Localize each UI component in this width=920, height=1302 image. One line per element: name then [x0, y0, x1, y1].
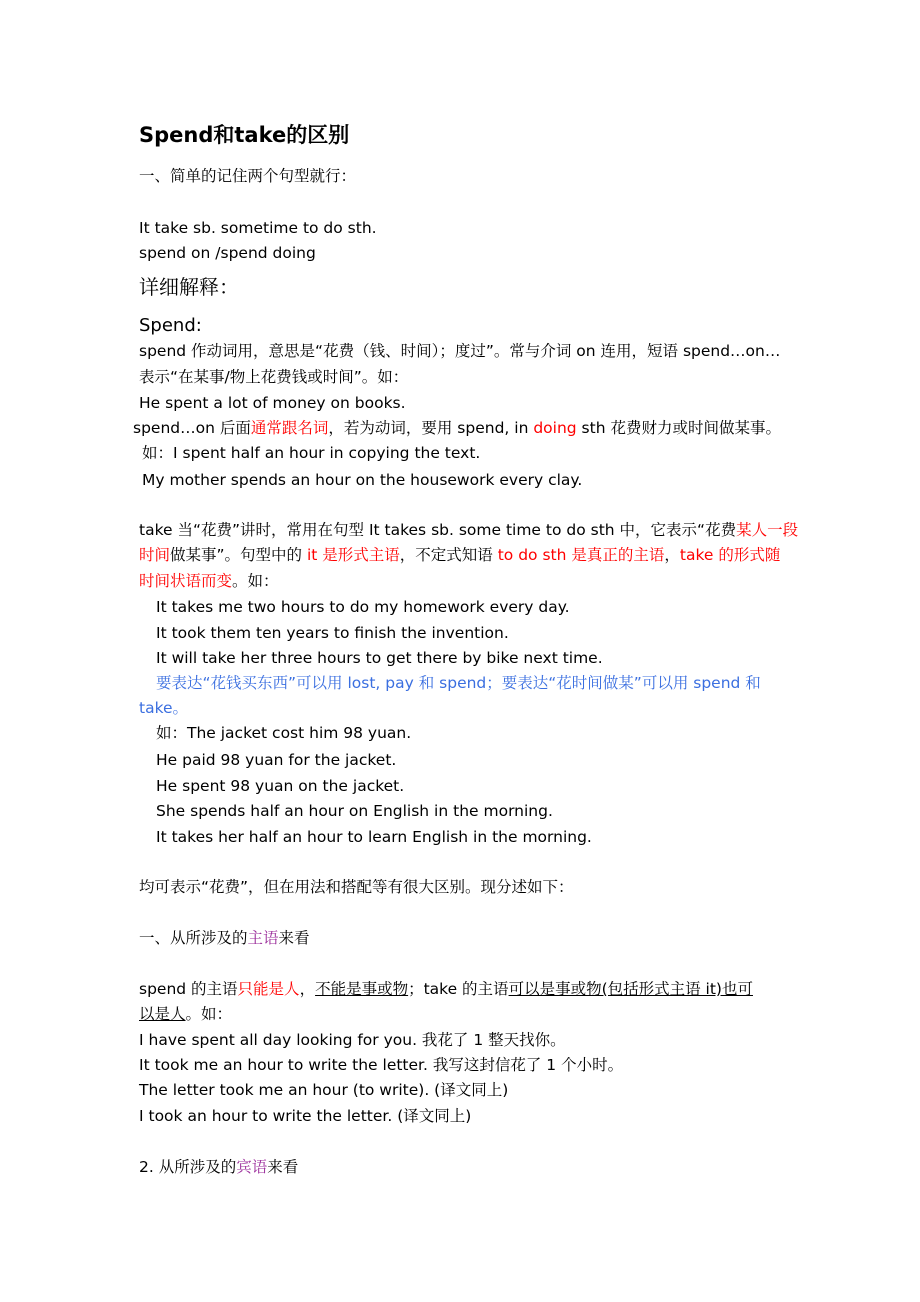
section1-p-not-things: 不能是事或物: [315, 980, 409, 998]
section1-example3: The letter took me an hour (to write). (译文同上): [139, 1081, 509, 1099]
takes-example-english: It takes her half an hour to learn English in the morning.: [156, 828, 592, 846]
spend-definition-line2: 表示“在某事/物上花费钱或时间”。如：: [139, 368, 409, 386]
title-he: 和: [213, 123, 235, 147]
section2-heading: [139, 1157, 298, 1177]
spend-definition-line1: spend 作动词用，意思是“花费（钱、时间）；度过”。常与介词 on 连用，短语 spend…on…: [139, 342, 781, 360]
take-def-l1a: take 当“花费”讲时，常用在句型 It takes sb. some time to do sth 中，它表示“花费: [139, 521, 737, 539]
take-def-l2g: take 的形式随: [679, 546, 781, 564]
note-line2: take。: [139, 699, 189, 717]
note-line1: 要表达“花钱买东西”可以用 lost, pay 和 spend；要表达“花时间做某”可以用 spend 和: [156, 674, 761, 692]
take-def-l3b: 。如：: [232, 572, 279, 590]
take-def-l2a: 时间: [139, 546, 171, 564]
section1-heading-a: 一、从所涉及的: [139, 929, 248, 947]
section2-heading-c: 来看: [267, 1158, 299, 1176]
section1-heading-c: 来看: [278, 929, 310, 947]
section1-p-e: ；take 的主语: [408, 980, 509, 998]
take-def-l2d: ，不定式知语: [399, 546, 498, 564]
take-def-l2e: to do sth 是真正的主语: [497, 546, 665, 564]
take-example-invention: It took them ten years to finish the invention.: [156, 624, 509, 642]
section1-p-only-people: 只能是人: [237, 980, 300, 998]
detail-heading: 详细解释：: [139, 275, 239, 299]
take-def-l3a: 时间状语而变: [139, 572, 233, 590]
section1-p-h: 。如：: [185, 1005, 233, 1023]
section1-example4: I took an hour to write the letter. (译文同上): [139, 1107, 472, 1125]
spend-example-housework: My mother spends an hour on the housework every clay.: [142, 471, 583, 489]
page-title: [139, 122, 349, 148]
section1-p-can-be-people: 以是人: [139, 1005, 186, 1023]
spend-usage-doing: doing: [533, 419, 577, 437]
spend-usage-c: ，若为动词，要用 spend, in: [328, 419, 534, 437]
section1-p-c: ，: [299, 980, 316, 998]
pattern-spend: spend on /spend doing: [139, 244, 316, 262]
take-def-l1b: 某人一段: [736, 521, 799, 539]
title-difference: 的区别: [286, 123, 350, 147]
summary-line: 均可表示“花费”，但在用法和搭配等有很大区别。现分述如下：: [139, 878, 574, 896]
take-def-l2f: ，: [664, 546, 680, 564]
section1-example2: It took me an hour to write the letter. 我写这封信花了 1 个小时。: [139, 1056, 624, 1074]
spend-usage-a: spend…on 后面: [133, 419, 251, 437]
pay-example-jacket: He paid 98 yuan for the jacket.: [156, 751, 397, 769]
take-definition-line3: [139, 571, 279, 591]
section1-heading: [139, 928, 310, 948]
section1-heading-subject: 主语: [247, 929, 279, 947]
section1-para-line2: [139, 1004, 232, 1024]
take-example-homework: It takes me two hours to do my homework every day.: [156, 598, 570, 616]
pattern-take: It take sb. sometime to do sth.: [139, 219, 377, 237]
section2-heading-object: 宾语: [236, 1158, 268, 1176]
spend-usage-line: [133, 418, 781, 438]
spend-usage-noun: 通常跟名词: [250, 419, 329, 437]
section1-p-a: spend 的主语: [139, 980, 238, 998]
spend-example-books: He spent a lot of money on books.: [139, 394, 406, 412]
spend-example-copying: 如：I spent half an hour in copying the text.: [142, 444, 481, 462]
section1-example1: I have spent all day looking for you. 我花了 1 整天找你。: [139, 1031, 566, 1049]
intro-line: 一、简单的记住两个句型就行：: [139, 167, 357, 185]
section2-heading-a: 2. 从所涉及的: [139, 1158, 237, 1176]
take-definition-line1: [139, 520, 798, 540]
section1-p-can-be-things: 可以是事或物(包括形式主语 it)也可: [508, 980, 753, 998]
take-def-l2c: it 是形式主语: [306, 546, 400, 564]
title-take: take: [234, 123, 287, 147]
spend-usage-e: sth 花费财力或时间做某事。: [576, 419, 781, 437]
take-example-bike: It will take her three hours to get there by bike next time.: [156, 649, 603, 667]
cost-example-jacket: 如：The jacket cost him 98 yuan.: [156, 724, 412, 742]
spends-example-english: She spends half an hour on English in the morning.: [156, 802, 553, 820]
spend-heading: Spend:: [139, 315, 202, 336]
spent-example-jacket: He spent 98 yuan on the jacket.: [156, 777, 405, 795]
take-def-l2b: 做某事”。句型中的: [170, 546, 307, 564]
take-definition-line2: [139, 545, 780, 565]
section1-para-line1: [139, 979, 753, 999]
title-spend: Spend: [139, 123, 214, 147]
